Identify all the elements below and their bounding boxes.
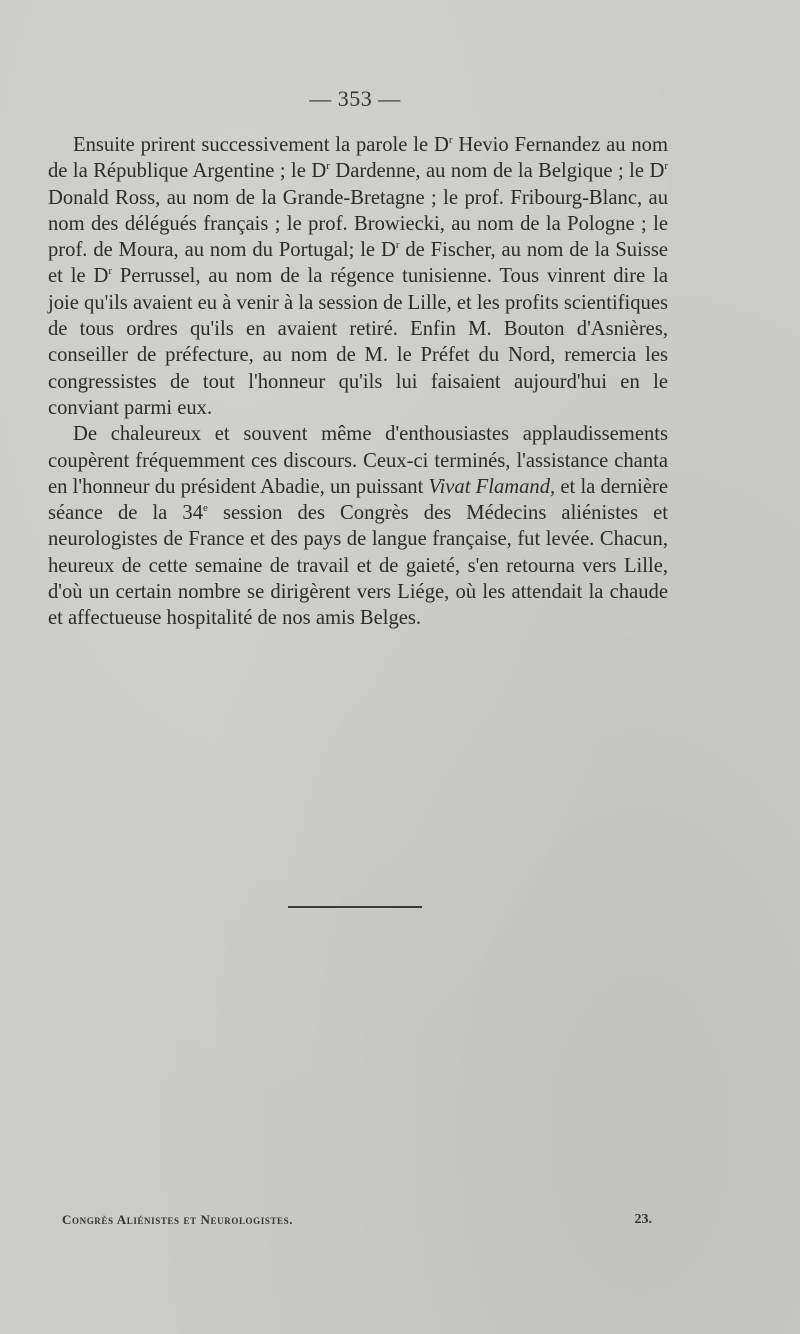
- superscript: r: [664, 160, 668, 173]
- text-run: Donald Ross, au nom de la Grande-Bretagne ; le prof. Fribourg-Blanc, au nom des délégués français ; le prof. Browiecki, au nom de la Pologne ; le prof. de Moura, au nom du Portugal; le: [48, 186, 668, 262]
- text-run: session des Congrès des Médecins aliénistes et neurologistes de France et des pays de langue française, fut levée. Chacun, heureux de cette semaine de travail et de gaieté, s'en retourna vers Lille, d'où un certain nombre se dirigèrent vers Liége, où les attendait la chaude et affectueuse hospitalité de nos amis Belges.: [48, 502, 669, 630]
- superscript: r: [448, 134, 453, 146]
- text-run: Hevio Fernandez au nom de la République Argentine ; le: [48, 134, 668, 183]
- paragraph-1: [48, 132, 668, 421]
- superscript: r: [395, 239, 400, 252]
- text-run: et la dernière séance de la 34: [48, 475, 668, 525]
- section-divider: [288, 906, 422, 908]
- superscript: e: [203, 502, 208, 515]
- text-run: Dardenne, au nom de la Belgique ; le: [329, 160, 650, 183]
- title-abbrev: D: [311, 160, 327, 183]
- title-abbrev: D: [433, 134, 449, 156]
- body-text: [48, 132, 668, 632]
- title-abbrev: D: [93, 265, 109, 288]
- superscript: r: [326, 160, 330, 173]
- text-run: de Fischer, au nom de la Suisse et le: [48, 239, 668, 288]
- printer-signature: Congrès Aliénistes et Neurologistes.: [62, 1212, 294, 1227]
- paragraph-2: [48, 421, 668, 631]
- title-abbrev: D: [380, 239, 396, 262]
- title-abbrev: D: [649, 160, 665, 183]
- superscript: r: [108, 265, 113, 278]
- text-run: De chaleureux et souvent même d'enthousiastes applaudissements coupèrent fréquemment ces discours. Ceux-ci terminés, l'assistance chanta en l'honneur du président Abadie, un puissant: [48, 423, 668, 498]
- text-run: Ensuite prirent successivement la parole le: [73, 134, 434, 156]
- italic-text: Vivat Flamand,: [428, 475, 556, 498]
- page-number: — 353 —: [309, 86, 401, 111]
- text-run: Perrussel, au nom de la régence tunisienne. Tous vinrent dire la joie qu'ils avaient eu à venir à la session de Lille, et les profits scientifiques de tous ordres qu'ils en avaient retiré. Enfin M. Bouton d'Asnières, conseiller de préfecture, au nom de M. le Préfet du Nord, remercia les congressistes de tout l'honneur qu'ils lui faisaient aujourd'hui en le conviant parmi eux.: [48, 265, 668, 419]
- sheet-number: 23.: [634, 1212, 652, 1227]
